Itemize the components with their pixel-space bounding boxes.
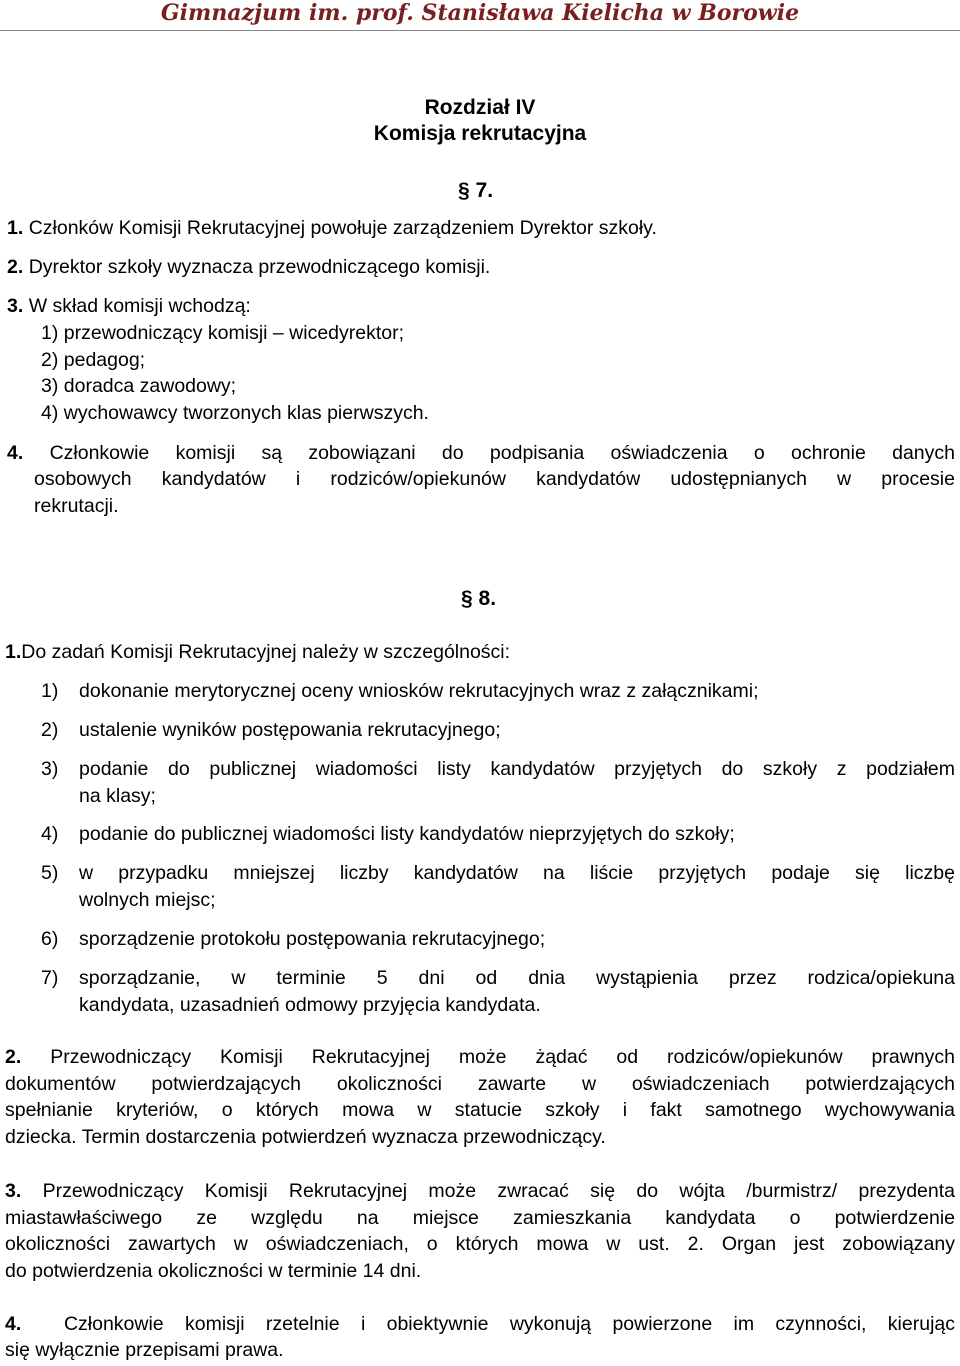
s8-item-2-text: ustalenie wyników postępowania rekrutacyjnego; xyxy=(79,719,501,741)
header-divider xyxy=(0,30,960,31)
s8-p3-number: 3. xyxy=(5,1180,22,1202)
s8-item-1-text: dokonanie merytorycznej oceny wniosków rekrutacyjnych wraz z załącznikami; xyxy=(79,680,759,702)
s8-p4-number: 4. xyxy=(5,1313,22,1335)
s8-item-3-text-1: podanie do publicznej wiadomości listy kandydatów przyjętych do szkoły z podziałem xyxy=(79,758,955,780)
s8-item-6-text: sporządzenie protokołu postępowania rekrutacyjnego; xyxy=(79,928,546,950)
s7-p2-number: 2. xyxy=(7,256,24,278)
s8-item-5-text-2: wolnych miejsc; xyxy=(79,889,216,911)
s7-p3-text: W skład komisji wchodzą: xyxy=(28,295,251,317)
s8-item-5-text-1: w przypadku mniejszej liczby kandydatów na liście przyjętych podaje się liczbę xyxy=(79,862,955,884)
s8-p3-line-4: do potwierdzenia okoliczności w terminie 14 dni. xyxy=(5,1260,422,1282)
chapter-number: Rozdział IV xyxy=(424,96,536,119)
s8-p2-line-4: dziecka. Termin dostarczenia potwierdzeń wyznacza przewodniczący. xyxy=(5,1126,606,1148)
s7-paragraph-2 xyxy=(7,254,490,281)
s8-item-6-number: 6) xyxy=(41,928,59,950)
s8-p1-text: Do zadań Komisji Rekrutacyjnej należy w szczególności: xyxy=(21,641,511,663)
s8-item-7-text-2: kandydata, uzasadnień odmowy przyjęcia kandydata. xyxy=(79,994,541,1016)
s7-p1-text: Członków Komisji Rekrutacyjnej powołuje zarządzeniem Dyrektor szkoły. xyxy=(28,217,657,239)
s8-p4-text-1: Członkowie komisji rzetelnie i obiektywnie wykonują powierzone im czynności, kierując xyxy=(63,1313,955,1335)
page-header xyxy=(0,0,960,30)
s7-p4-text-1: Członkowie komisji są zobowiązani do podpisania oświadczenia o ochronie danych xyxy=(49,442,956,464)
s8-p1-number: 1. xyxy=(5,641,22,663)
s8-paragraph-1 xyxy=(5,639,510,666)
s7-paragraph-1 xyxy=(7,215,657,242)
s7-p3-item-1: 1) przewodniczący komisji – wicedyrektor; xyxy=(41,322,405,344)
s7-p3-item-3: 3) doradca zawodowy; xyxy=(41,375,237,397)
s7-p3-item-2: 2) pedagog; xyxy=(41,349,146,371)
s8-item-1-number: 1) xyxy=(41,680,59,702)
s8-p2-line-1 xyxy=(5,1044,955,1071)
section-8-mark: § 8. xyxy=(461,587,497,610)
s8-item-3-text-2: na klasy; xyxy=(79,785,156,807)
s8-p3-line-2: miastawłaściwego ze względu na miejsce zamieszkania kandydata o potwierdzenie xyxy=(5,1207,955,1229)
chapter-title: Komisja rekrutacyjna xyxy=(373,122,587,145)
s8-item-7-text-1: sporządzanie, w terminie 5 dni od dnia wystąpienia przez rodzica/opiekuna xyxy=(79,967,955,989)
s8-p2-number: 2. xyxy=(5,1046,22,1068)
s8-item-2-number: 2) xyxy=(41,719,59,741)
s8-item-5-number: 5) xyxy=(41,862,59,884)
s7-p1-number: 1. xyxy=(7,217,24,239)
s7-p4-line-1 xyxy=(7,440,955,467)
s8-item-4-number: 4) xyxy=(41,823,59,845)
s8-p3-text-1: Przewodniczący Komisji Rekrutacyjnej może zwracać się do wójta /burmistrz/ prezydenta xyxy=(42,1180,956,1202)
s7-p2-text: Dyrektor szkoły wyznacza przewodniczącego komisji. xyxy=(28,256,491,278)
s7-p3-item-4: 4) wychowawcy tworzonych klas pierwszych. xyxy=(41,402,429,424)
s8-item-3-number: 3) xyxy=(41,758,59,780)
section-7-mark: § 7. xyxy=(458,179,494,202)
s7-p4-line-3: rekrutacji. xyxy=(34,495,119,517)
s8-p3-line-1 xyxy=(5,1178,955,1205)
s7-paragraph-3 xyxy=(7,293,251,320)
s7-p4-number: 4. xyxy=(7,442,24,464)
school-name: Gimnazjum im. prof. Stanisława Kielicha w Borowie xyxy=(160,0,800,26)
s8-p4-line-2: się wyłącznie przepisami prawa. xyxy=(5,1339,284,1361)
s8-item-4-text: podanie do publicznej wiadomości listy kandydatów nieprzyjętych do szkoły; xyxy=(79,823,735,845)
s8-p4-line-1 xyxy=(5,1311,955,1338)
s7-p4-line-2: osobowych kandydatów i rodziców/opiekunów kandydatów udostępnianych w procesie xyxy=(34,468,955,490)
s8-p2-line-3: spełnianie kryteriów, o których mowa w statucie szkoły i fakt samotnego wychowywania xyxy=(5,1099,955,1121)
s8-item-7-number: 7) xyxy=(41,967,59,989)
s7-p3-number: 3. xyxy=(7,295,24,317)
s8-p2-line-2: dokumentów potwierdzających okoliczności zawarte w oświadczeniach potwierdzających xyxy=(5,1073,955,1095)
s8-p3-line-3: okoliczności zawartych w oświadczeniach, o których mowa w ust. 2. Organ jest zobowiązany xyxy=(5,1233,955,1255)
s8-p2-text-1: Przewodniczący Komisji Rekrutacyjnej może żądać od rodziców/opiekunów prawnych xyxy=(50,1046,956,1068)
